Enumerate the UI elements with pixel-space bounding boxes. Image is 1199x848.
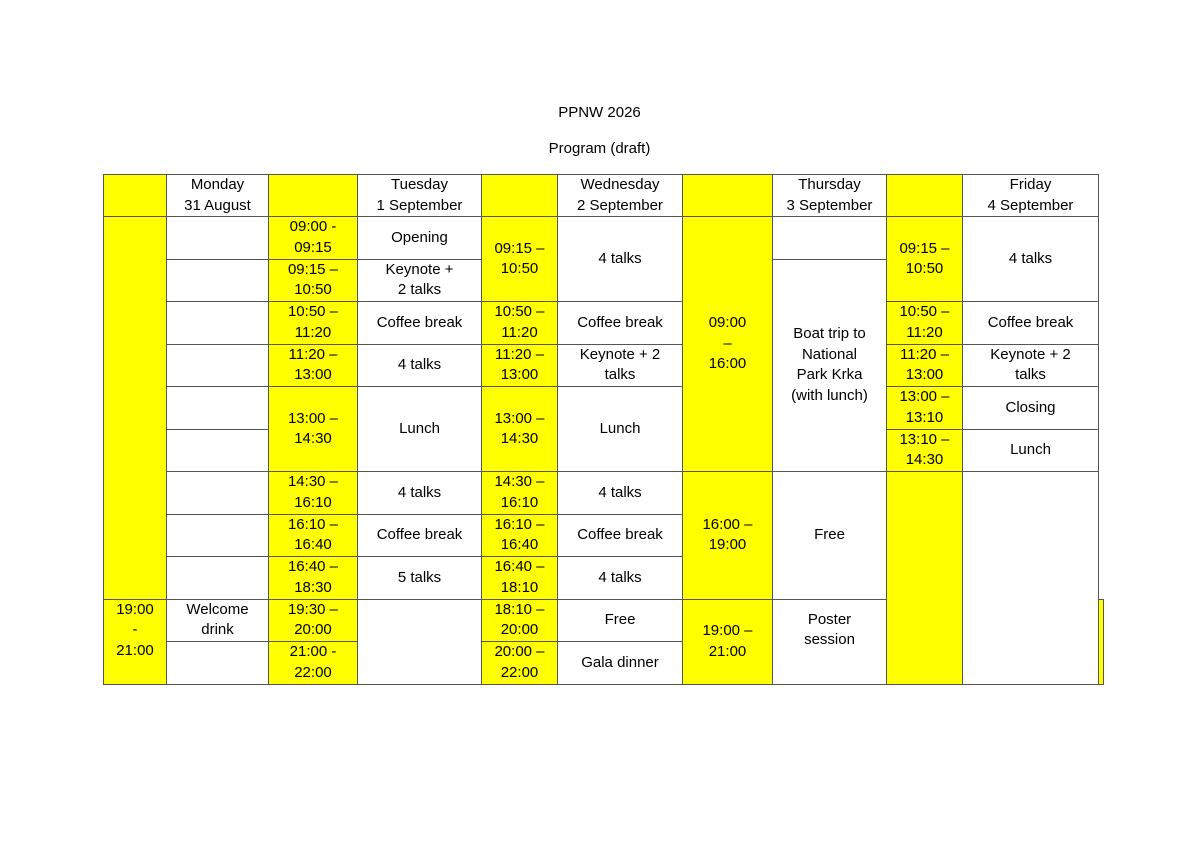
- wednesday-time-slot: 11:20 – 13:00: [482, 344, 558, 387]
- wednesday-session: Coffee break: [558, 514, 683, 557]
- wednesday-time-slot: 20:00 – 22:00: [482, 642, 558, 685]
- friday-time-slot: 09:15 – 10:50: [887, 217, 963, 302]
- wednesday-session: Gala dinner: [558, 642, 683, 685]
- thursday-session: [773, 217, 887, 260]
- wednesday-time-slot: 16:40 – 18:10: [482, 557, 558, 600]
- wednesday-time-slot: 18:10 – 20:00: [482, 599, 558, 642]
- monday-session: [167, 217, 269, 260]
- monday-session: [167, 302, 269, 345]
- thursday-session: Free: [773, 472, 887, 600]
- tuesday-time-slot: 19:30 – 20:00: [269, 599, 358, 642]
- monday-time-slot: [104, 217, 167, 600]
- monday-session: Welcome drink: [167, 599, 269, 642]
- wednesday-session: 4 talks: [558, 217, 683, 302]
- wednesday-session: 4 talks: [558, 472, 683, 515]
- tuesday-time-slot: 09:00 - 09:15: [269, 217, 358, 260]
- page-subtitle: Program (draft): [548, 140, 651, 157]
- friday-time-slot: 13:00 – 13:10: [887, 387, 963, 430]
- monday-session: [167, 429, 269, 472]
- tuesday-session: 4 talks: [358, 344, 482, 387]
- tuesday-time-slot: 21:00 - 22:00: [269, 642, 358, 685]
- wednesday-time-header: [482, 175, 558, 217]
- tuesday-time-slot: 11:20 – 13:00: [269, 344, 358, 387]
- friday-time-slot: 10:50 – 11:20: [887, 302, 963, 345]
- thursday-time-slot: 09:00 – 16:00: [683, 217, 773, 472]
- monday-session: [167, 514, 269, 557]
- day-header-tuesday: Tuesday 1 September: [358, 175, 482, 217]
- tuesday-session: Coffee break: [358, 514, 482, 557]
- tuesday-session: 5 talks: [358, 557, 482, 600]
- day-header-thursday: Thursday 3 September: [773, 175, 887, 217]
- program-table: [103, 174, 1104, 685]
- wednesday-session: Coffee break: [558, 302, 683, 345]
- friday-time-slot: 11:20 – 13:00: [887, 344, 963, 387]
- monday-time-slot: 19:00 - 21:00: [104, 599, 167, 684]
- friday-session: [963, 472, 1099, 685]
- friday-session: Coffee break: [963, 302, 1099, 345]
- tuesday-time-slot: 09:15 – 10:50: [269, 259, 358, 302]
- wednesday-time-slot: 10:50 – 11:20: [482, 302, 558, 345]
- friday-session: Lunch: [963, 429, 1099, 472]
- tuesday-session: Coffee break: [358, 302, 482, 345]
- tuesday-time-slot: 10:50 – 11:20: [269, 302, 358, 345]
- friday-time-slot: 13:10 – 14:30: [887, 429, 963, 472]
- friday-session: Closing: [963, 387, 1099, 430]
- wednesday-session: 4 talks: [558, 557, 683, 600]
- friday-session: Keynote + 2 talks: [963, 344, 1099, 387]
- monday-session: [167, 387, 269, 430]
- tuesday-session: Lunch: [358, 387, 482, 472]
- monday-session: [167, 557, 269, 600]
- thursday-session: Boat trip to National Park Krka (with lunch): [773, 259, 887, 472]
- wednesday-session: Lunch: [558, 387, 683, 472]
- monday-session: [167, 259, 269, 302]
- monday-session: [167, 472, 269, 515]
- tuesday-time-slot: 13:00 – 14:30: [269, 387, 358, 472]
- friday-time-slot: [1099, 599, 1104, 684]
- day-header-wednesday: Wednesday 2 September: [558, 175, 683, 217]
- day-header-monday: Monday 31 August: [167, 175, 269, 217]
- friday-time-header: [887, 175, 963, 217]
- monday-session: [167, 642, 269, 685]
- wednesday-time-slot: 13:00 – 14:30: [482, 387, 558, 472]
- tuesday-session: Keynote + 2 talks: [358, 259, 482, 302]
- friday-time-slot: [887, 472, 963, 685]
- wednesday-session: Free: [558, 599, 683, 642]
- friday-session: 4 talks: [963, 217, 1099, 302]
- tuesday-session: 4 talks: [358, 472, 482, 515]
- monday-time-header: [104, 175, 167, 217]
- day-header-friday: Friday 4 September: [963, 175, 1099, 217]
- tuesday-time-slot: 14:30 – 16:10: [269, 472, 358, 515]
- page-title: PPNW 2026: [558, 104, 641, 121]
- wednesday-session: Keynote + 2 talks: [558, 344, 683, 387]
- thursday-time-header: [683, 175, 773, 217]
- tuesday-session: Opening: [358, 217, 482, 260]
- thursday-time-slot: 19:00 – 21:00: [683, 599, 773, 684]
- wednesday-time-slot: 09:15 – 10:50: [482, 217, 558, 302]
- tuesday-session: [358, 599, 482, 684]
- tuesday-time-slot: 16:40 – 18:30: [269, 557, 358, 600]
- thursday-time-slot: 16:00 – 19:00: [683, 472, 773, 600]
- wednesday-time-slot: 16:10 – 16:40: [482, 514, 558, 557]
- wednesday-time-slot: 14:30 – 16:10: [482, 472, 558, 515]
- tuesday-time-header: [269, 175, 358, 217]
- thursday-session: Poster session: [773, 599, 887, 684]
- tuesday-time-slot: 16:10 – 16:40: [269, 514, 358, 557]
- monday-session: [167, 344, 269, 387]
